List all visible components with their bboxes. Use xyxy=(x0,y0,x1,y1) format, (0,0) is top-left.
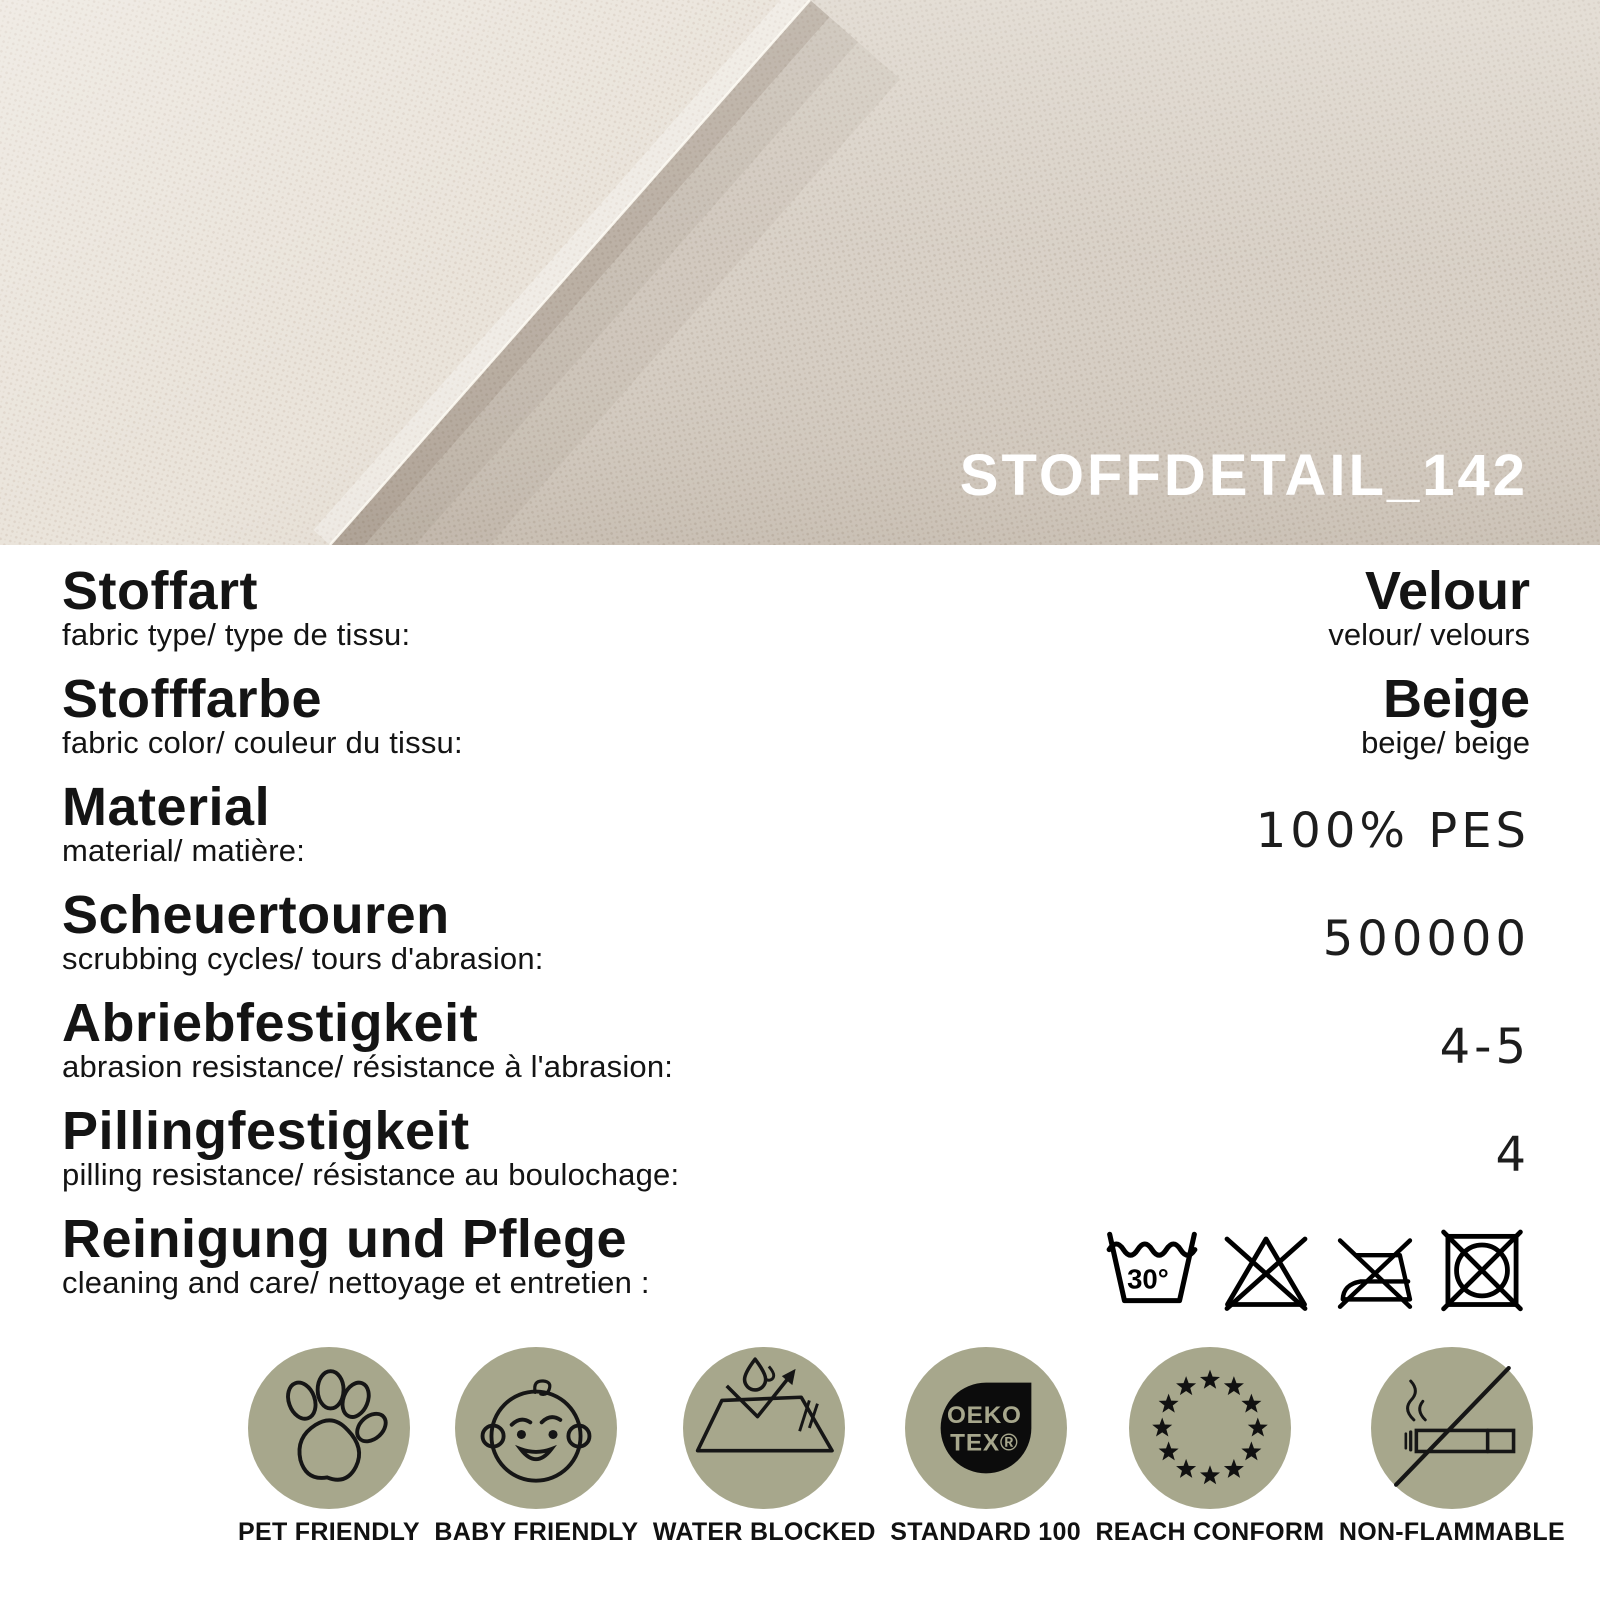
do-not-bleach-icon xyxy=(1216,1225,1316,1313)
spec-row-abrasion-resistance xyxy=(62,993,1530,1084)
badge-non-flammable xyxy=(1339,1347,1565,1547)
spec-sublabel: material/ matière: xyxy=(62,833,306,868)
spec-label: Stofffarbe xyxy=(62,669,322,729)
spec-row-scrubbing-cycles xyxy=(62,885,1530,976)
water-drop-fabric-icon xyxy=(683,1347,845,1509)
spec-row-cleaning-care xyxy=(62,1209,1530,1313)
spec-value-sub: velour/ velours xyxy=(1328,617,1530,652)
oeko-tex-icon xyxy=(905,1347,1067,1509)
spec-label: Stoffart xyxy=(62,561,258,621)
badge-label: NON-FLAMMABLE xyxy=(1338,1518,1565,1546)
spec-label: Pillingfestigkeit xyxy=(62,1101,470,1161)
spec-value: 4 xyxy=(1495,1127,1530,1183)
spec-sublabel: fabric color/ couleur du tissu: xyxy=(62,725,463,760)
badge-label: STANDARD 100 xyxy=(890,1518,1081,1546)
baby-face-icon xyxy=(455,1347,617,1509)
badge-baby-friendly xyxy=(434,1347,638,1547)
spec-sublabel: cleaning and care/ nettoyage et entretien : xyxy=(62,1265,650,1300)
spec-sublabel: abrasion resistance/ résistance à l'abrasion: xyxy=(62,1049,674,1084)
spec-value: Beige xyxy=(1382,669,1530,729)
spec-row-pilling-resistance xyxy=(62,1101,1530,1192)
spec-label: Abriebfestigkeit xyxy=(62,993,479,1053)
fabric-photo xyxy=(0,0,1600,545)
badge-label: PET FRIENDLY xyxy=(238,1518,420,1546)
wash-temperature: 30° xyxy=(1127,1263,1169,1295)
badge-standard-100 xyxy=(890,1347,1081,1547)
spec-value: Velour xyxy=(1364,561,1530,621)
badge-water-blocked xyxy=(653,1347,876,1547)
oeko-text-line1: OEKO xyxy=(946,1402,1022,1430)
badge-label: WATER BLOCKED xyxy=(652,1518,876,1546)
oeko-text-line2: TEX® xyxy=(949,1429,1019,1457)
badge-reach-conform xyxy=(1095,1347,1324,1547)
do-not-iron-icon xyxy=(1329,1225,1421,1313)
spec-label: Reinigung und Pflege xyxy=(62,1209,627,1269)
spec-label: Scheuertouren xyxy=(62,885,450,945)
spec-value: 4-5 xyxy=(1439,1019,1530,1075)
badge-label: REACH CONFORM xyxy=(1095,1518,1325,1546)
certification-badges xyxy=(0,1347,1600,1547)
do-not-tumble-dry-icon xyxy=(1434,1225,1530,1313)
spec-table xyxy=(0,545,1600,1313)
no-smoking-icon xyxy=(1371,1347,1533,1509)
paw-icon xyxy=(248,1347,410,1509)
spec-row-fabric-color xyxy=(62,669,1530,760)
spec-sublabel: scrubbing cycles/ tours d'abrasion: xyxy=(62,941,544,976)
spec-row-fabric-type xyxy=(62,561,1530,652)
spec-sublabel: fabric type/ type de tissu: xyxy=(62,617,411,652)
care-symbols xyxy=(1101,1225,1530,1313)
wash-30-icon xyxy=(1101,1225,1203,1313)
page-title: STOFFDETAIL_142 xyxy=(959,443,1528,508)
spec-row-material xyxy=(62,777,1530,868)
eu-stars-icon xyxy=(1129,1347,1291,1509)
badge-label: BABY FRIENDLY xyxy=(434,1518,639,1546)
spec-label: Material xyxy=(62,777,271,837)
spec-value: 100% PES xyxy=(1255,803,1530,859)
spec-sublabel: pilling resistance/ résistance au boulochage: xyxy=(62,1157,680,1192)
spec-value-sub: beige/ beige xyxy=(1361,725,1530,760)
badge-pet-friendly xyxy=(238,1347,420,1547)
spec-value: 500000 xyxy=(1322,911,1530,967)
